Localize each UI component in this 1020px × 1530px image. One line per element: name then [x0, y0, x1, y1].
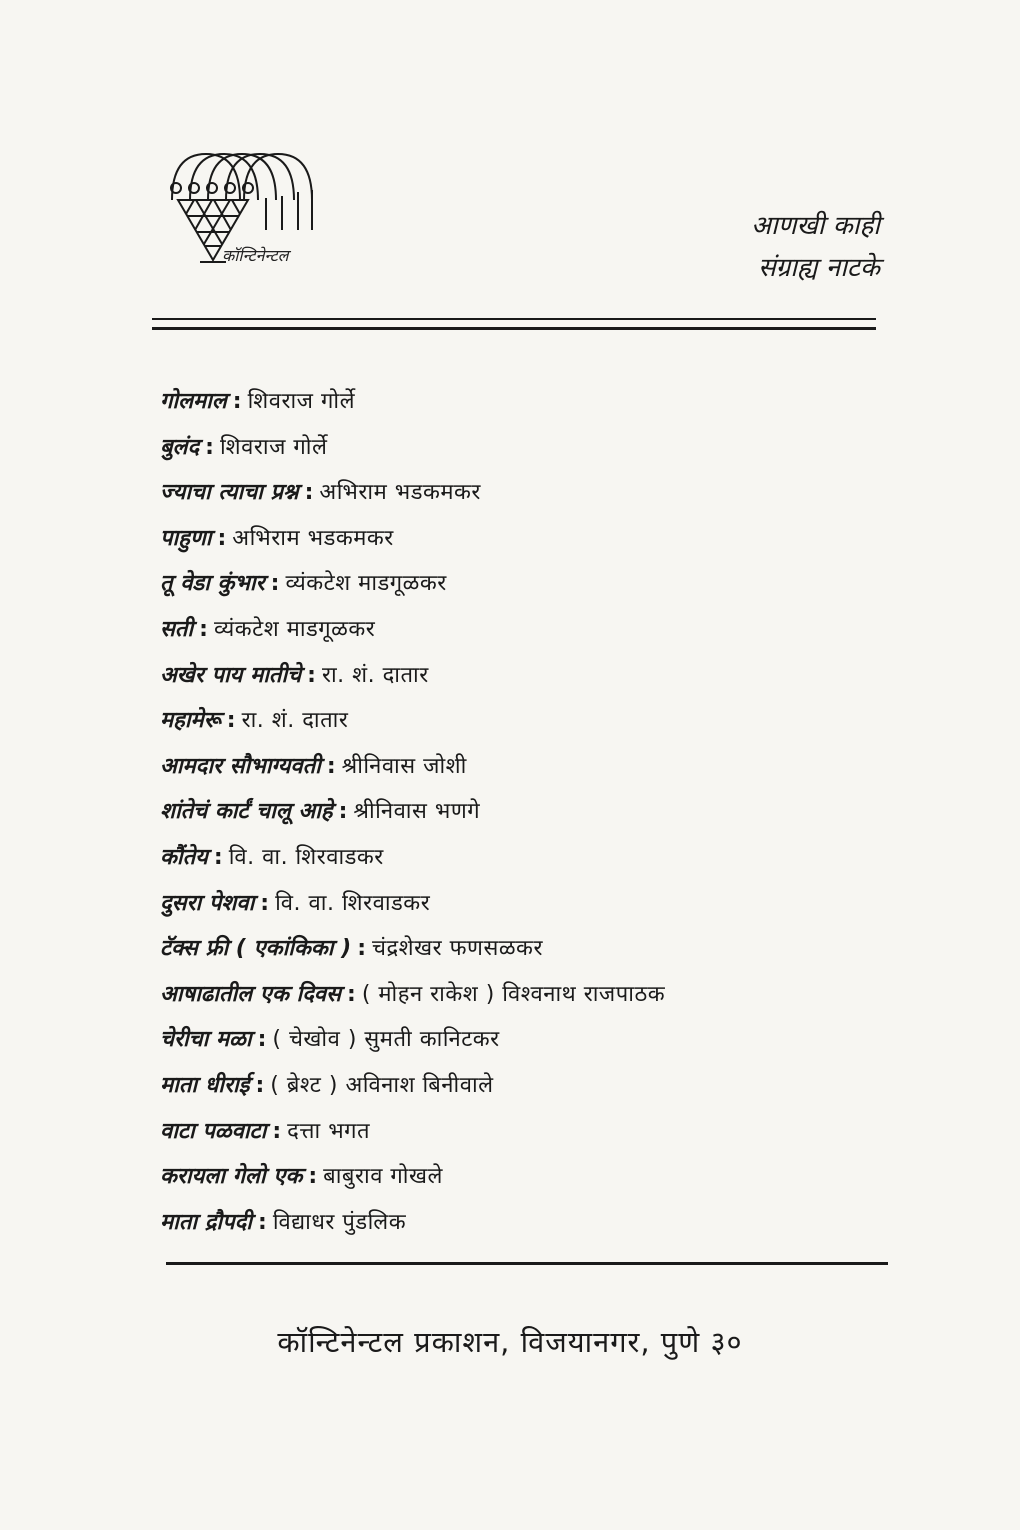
- play-author: वि. वा. शिरवाडकर: [228, 844, 384, 870]
- title-author-separator: :: [307, 662, 316, 688]
- play-author: वि. वा. शिरवाडकर: [275, 890, 431, 916]
- play-title: चेरीचा मळा: [160, 1027, 252, 1053]
- play-author: अभिराम भडकमकर: [232, 525, 394, 551]
- play-author: ( ब्रेश्ट ) अविनाश बिनीवाले: [270, 1072, 494, 1098]
- play-title: कौंतेय: [160, 844, 208, 870]
- play-title: आमदार सौभाग्यवती: [160, 753, 321, 779]
- title-author-separator: :: [260, 890, 270, 916]
- play-author: ( मोहन राकेश ) विश्वनाथ राजपाठक: [361, 981, 666, 1007]
- play-list-item: [160, 656, 920, 702]
- title-author-separator: :: [270, 571, 280, 597]
- play-author: व्यंकटेश माडगूळकर: [213, 616, 376, 642]
- top-double-rule: [152, 318, 876, 330]
- play-title: बुलंद: [160, 434, 200, 460]
- play-list-item: [160, 1157, 920, 1203]
- play-title: सती: [160, 616, 194, 642]
- play-author: शिवराज गोर्ले: [219, 434, 328, 460]
- play-list: [160, 382, 920, 1248]
- title-author-separator: :: [258, 1209, 267, 1235]
- play-author: शिवराज गोर्ले: [247, 389, 355, 414]
- play-author: विद्याधर पुंडलिक: [272, 1209, 407, 1235]
- title-author-separator: :: [226, 708, 236, 734]
- play-author: चंद्रशेखर फणसळकर: [372, 936, 543, 962]
- play-title: अखेर पाय मातीचे: [160, 662, 302, 688]
- play-list-item: [160, 792, 920, 838]
- play-list-item: [160, 428, 920, 474]
- play-title: गोलमाल: [160, 389, 227, 414]
- play-author: श्रीनिवास जोशी: [341, 753, 467, 779]
- play-author: ( चेखोव ) सुमती कानिटकर: [272, 1027, 500, 1053]
- title-author-separator: :: [338, 799, 348, 825]
- play-title: शांतेचं कार्टं चालू आहे: [160, 799, 333, 825]
- title-author-separator: :: [217, 525, 227, 551]
- play-list-item: [160, 975, 920, 1021]
- play-list-item: [160, 929, 920, 975]
- play-title: पाहुणा: [160, 525, 212, 551]
- play-list-item: [160, 747, 920, 793]
- play-list-item: [160, 838, 920, 884]
- title-author-separator: :: [347, 981, 356, 1007]
- publisher-logo-wordmark: कॉन्टिनेन्टल: [222, 246, 289, 265]
- play-list-item: [160, 564, 920, 610]
- title-author-separator: :: [213, 844, 223, 870]
- title-author-separator: :: [255, 1072, 265, 1098]
- play-title: वाटा पळवाटा: [160, 1118, 267, 1144]
- title-author-separator: :: [308, 1164, 318, 1190]
- title-author-separator: :: [232, 389, 242, 414]
- play-title: तू वेडा कुंभार: [160, 571, 265, 597]
- play-list-item: [160, 884, 920, 930]
- play-list-item: [160, 1020, 920, 1066]
- play-title: आषाढातील एक दिवस: [160, 981, 342, 1007]
- play-author: व्यंकटेश माडगूळकर: [285, 571, 447, 597]
- play-author: दत्ता भगत: [287, 1118, 371, 1144]
- play-author: बाबुराव गोखले: [323, 1164, 443, 1190]
- title-author-separator: :: [205, 434, 214, 460]
- bottom-rule: [166, 1262, 888, 1265]
- play-title: ज्याचा त्याचा प्रश्न: [160, 480, 299, 506]
- title-author-separator: :: [272, 1118, 282, 1144]
- play-list-item: [160, 473, 920, 519]
- play-title: दुसरा पेशवा: [160, 890, 255, 916]
- series-title: [751, 205, 880, 289]
- play-title: करायला गेलो एक: [160, 1164, 303, 1190]
- play-author: रा. शं. दातार: [241, 708, 349, 734]
- title-author-separator: :: [326, 753, 336, 779]
- play-list-item: [160, 1066, 920, 1112]
- play-list-item: [160, 701, 920, 747]
- play-author: रा. शं. दातार: [321, 662, 429, 688]
- play-author: अभिराम भडकमकर: [319, 480, 481, 506]
- series-title-line-2: संग्राह्य नाटके: [758, 253, 880, 283]
- play-list-item: [160, 1203, 920, 1249]
- play-title: माता द्रौपदी: [160, 1209, 253, 1235]
- play-list-item: [160, 519, 920, 565]
- title-author-separator: :: [257, 1027, 267, 1053]
- play-author: श्रीनिवास भणगे: [353, 799, 481, 825]
- play-list-item: [160, 610, 920, 656]
- play-list-item: [160, 382, 920, 428]
- publisher-imprint: कॉन्टिनेन्टल प्रकाशन, विजयानगर, पुणे ३०: [277, 1325, 743, 1359]
- title-author-separator: :: [199, 616, 208, 642]
- series-title-line-1: आणखी काही: [751, 211, 880, 241]
- title-author-separator: :: [357, 936, 366, 962]
- title-author-separator: :: [304, 480, 314, 506]
- play-title: टॅक्स फ्री ( एकांकिका ): [160, 936, 352, 962]
- play-title: महामेरू: [160, 708, 221, 734]
- play-title: माता धीराई: [160, 1072, 250, 1098]
- play-list-item: [160, 1112, 920, 1158]
